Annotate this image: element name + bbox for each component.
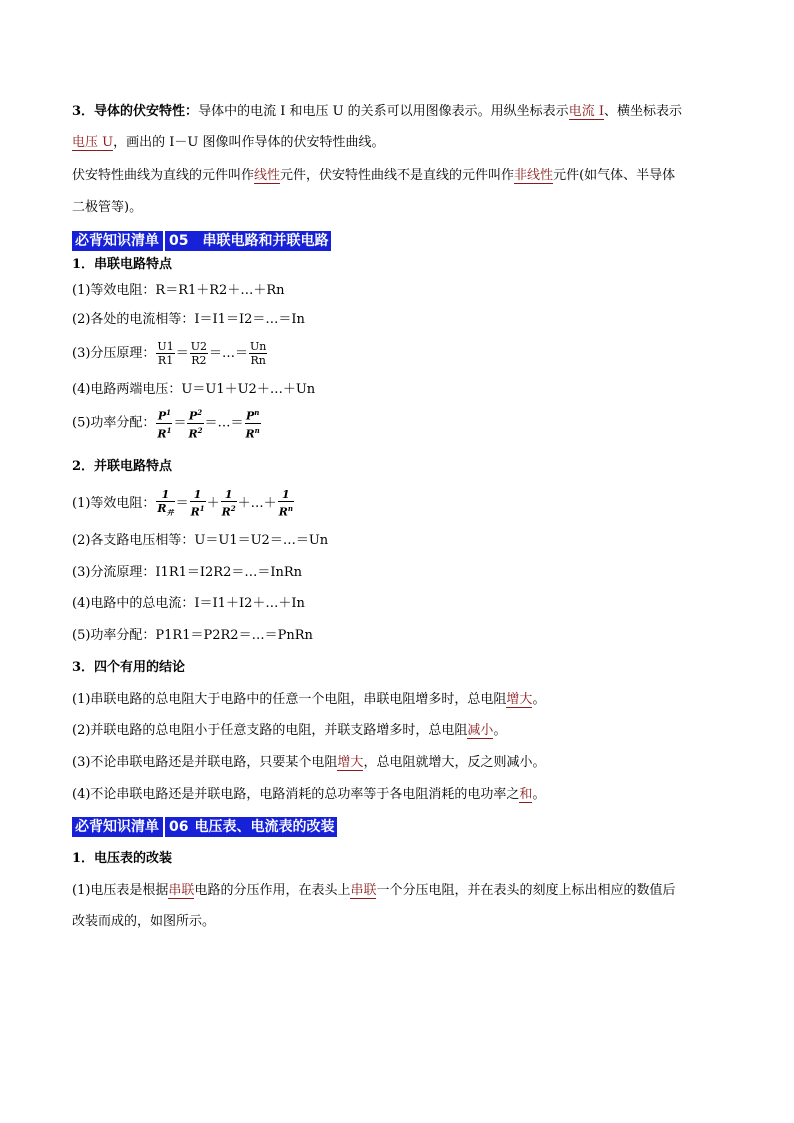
- iu-line-1: [72, 103, 682, 121]
- text-run: (1)串联电路的总电阻大于电路中的任意一个电阻，串联电阻增多时，总电阻: [72, 692, 507, 707]
- text-run: (3)分压原理：: [72, 346, 156, 361]
- section-heading: 1．电压表的改装: [72, 851, 173, 866]
- conclusion-4: [72, 786, 545, 804]
- fraction: [156, 488, 174, 519]
- text-run: 元件，伏安特性曲线不是直线的元件叫作: [280, 168, 515, 183]
- section-heading: 3．四个有用的结论: [72, 660, 186, 675]
- iu-line-2: [72, 134, 384, 152]
- banner-number: 06: [169, 819, 189, 835]
- superscript: n: [254, 408, 260, 417]
- superscript: 1: [166, 425, 172, 435]
- superscript: n: [287, 504, 293, 514]
- banner-number: 05: [169, 233, 189, 249]
- text-run: ，总电阻就增大，反之则减小。: [363, 755, 546, 770]
- text-run: ，画出的 I－U 图像叫作导体的伏安特性曲线。: [113, 135, 385, 150]
- denominator: R: [190, 505, 200, 519]
- fraction: [156, 340, 174, 367]
- series-item-4: (4)电路两端电压：U＝U1＋U2＋…＋Un: [72, 382, 316, 397]
- numerator: 1: [278, 488, 294, 502]
- item-number: 3．: [72, 104, 95, 119]
- banner-divider: [163, 231, 165, 251]
- text-run: ＝…＝: [209, 346, 249, 361]
- text-run: (3)不论串联电路还是并联电路，只要某个电阻: [72, 755, 338, 770]
- text-run: (1)电压表是根据: [72, 883, 169, 898]
- fraction: [245, 406, 261, 440]
- numerator: 1: [156, 488, 174, 502]
- section-heading: 2．并联电路特点: [72, 459, 173, 474]
- banner-label: 必背知识清单: [75, 233, 159, 249]
- denominator: R: [157, 501, 167, 515]
- answer-blank: 增大: [337, 755, 364, 770]
- text-run: (4)不论串联电路还是并联电路，电路消耗的总功率等于各电阻消耗的电功率之: [72, 787, 520, 802]
- parallel-item-1: [72, 486, 295, 522]
- superscript: 1: [166, 408, 172, 417]
- numerator: P: [157, 409, 167, 423]
- banner-title: 电压表、电流表的改装: [194, 819, 335, 835]
- fraction: [249, 340, 267, 367]
- banner-title: 串联电路和并联电路: [202, 233, 329, 249]
- denominator: R: [245, 427, 255, 441]
- fraction: [190, 340, 208, 367]
- denominator: R: [188, 427, 198, 441]
- superscript: n: [254, 425, 260, 435]
- text-run: 导体中的电流 I 和电压 U 的关系可以用图像表示。用纵坐标表示: [198, 104, 569, 119]
- banner-label: 必背知识清单: [75, 819, 159, 835]
- parallel-item-3: (3)分流原理：I1R1＝I2R2＝…＝InRn: [72, 565, 303, 580]
- conclusion-1: [72, 691, 545, 709]
- text-run: (1)等效电阻：: [72, 496, 156, 511]
- text-run: ＝…＝: [204, 415, 244, 431]
- text-run: (5)功率分配：: [72, 415, 156, 431]
- fraction: [221, 488, 237, 519]
- text-run: (2)并联电路的总电阻小于任意支路的电阻，并联支路增多时，总电阻: [72, 723, 468, 738]
- denominator: R: [157, 427, 167, 441]
- denominator: R2: [191, 354, 207, 367]
- text-run: 电路的分压作用，在表头上: [194, 883, 351, 898]
- superscript: 1: [199, 504, 205, 514]
- iu-line-4: [72, 199, 142, 217]
- section-banner-05: [72, 231, 331, 251]
- iu-line-3: [72, 167, 675, 185]
- parallel-item-5: (5)功率分配：P1R1＝P2R2＝…＝PnRn: [72, 628, 313, 643]
- parallel-item-2: (2)各支路电压相等：U＝U1＝U2＝…＝Un: [72, 533, 329, 548]
- denominator: R: [278, 505, 288, 519]
- subscript: 并: [166, 508, 174, 518]
- series-item-3: [72, 337, 268, 371]
- fraction: [187, 406, 203, 440]
- text-run: ＋…＋: [237, 496, 277, 511]
- fraction: [278, 488, 294, 519]
- section-banner-06: [72, 817, 337, 837]
- equals-sign: ＝: [175, 496, 189, 511]
- banner-divider: [163, 817, 165, 837]
- text-run: 。: [532, 787, 546, 802]
- plus-sign: ＋: [206, 496, 220, 511]
- text-run: 元件(如气体、半导体: [553, 168, 676, 183]
- numerator: U1: [157, 340, 174, 353]
- answer-blank: 减小: [467, 723, 494, 738]
- series-item-5: [72, 406, 262, 441]
- conclusion-2: [72, 722, 506, 740]
- numerator: Un: [250, 340, 267, 353]
- equals-sign: ＝: [173, 415, 187, 431]
- numerator: 1: [221, 488, 237, 502]
- numerator: P: [245, 409, 255, 423]
- answer-blank: 串联: [168, 883, 195, 898]
- parallel-item-4: (4)电路中的总电流：I＝I1＋I2＋…＋In: [72, 596, 305, 611]
- series-item-2: (2)各处的电流相等：I＝I1＝I2＝…＝In: [72, 312, 305, 327]
- text-run: 二极管等)。: [72, 200, 143, 215]
- text-run: 一个分压电阻，并在表头的刻度上标出相应的数值后: [376, 883, 676, 898]
- answer-blank: 增大: [506, 692, 533, 707]
- denominator: Rn: [250, 354, 266, 367]
- text-run: 。: [493, 723, 507, 738]
- superscript: 2: [230, 504, 236, 514]
- section-heading: 1．串联电路特点: [72, 257, 173, 272]
- answer-blank: 非线性: [514, 168, 554, 183]
- text-run: 。: [532, 692, 546, 707]
- text-run: 伏安特性曲线为直线的元件叫作: [72, 168, 255, 183]
- voltmeter-para-line-1: [72, 882, 675, 900]
- answer-blank: 电压 U: [72, 135, 114, 150]
- voltmeter-para-line-2: 改装而成的，如图所示。: [72, 914, 216, 929]
- superscript: 2: [197, 425, 203, 435]
- text-run: 、横坐标表示: [603, 104, 682, 119]
- fraction: [190, 488, 206, 519]
- numerator: U2: [190, 340, 207, 353]
- equals-sign: ＝: [175, 346, 189, 361]
- fraction: [156, 406, 172, 440]
- answer-blank: 线性: [254, 168, 281, 183]
- conclusion-3: [72, 754, 545, 772]
- denominator: R: [221, 505, 231, 519]
- answer-blank: 串联: [350, 883, 377, 898]
- answer-blank: 和: [519, 787, 533, 802]
- series-item-1: (1)等效电阻：R＝R1＋R2＋…＋Rn: [72, 283, 285, 298]
- superscript: 2: [197, 408, 203, 417]
- numerator: 1: [190, 488, 206, 502]
- answer-blank: 电流 I: [568, 104, 604, 119]
- denominator: R1: [157, 354, 174, 367]
- numerator: P: [188, 409, 198, 423]
- item-title: 导体的伏安特性：: [94, 104, 199, 119]
